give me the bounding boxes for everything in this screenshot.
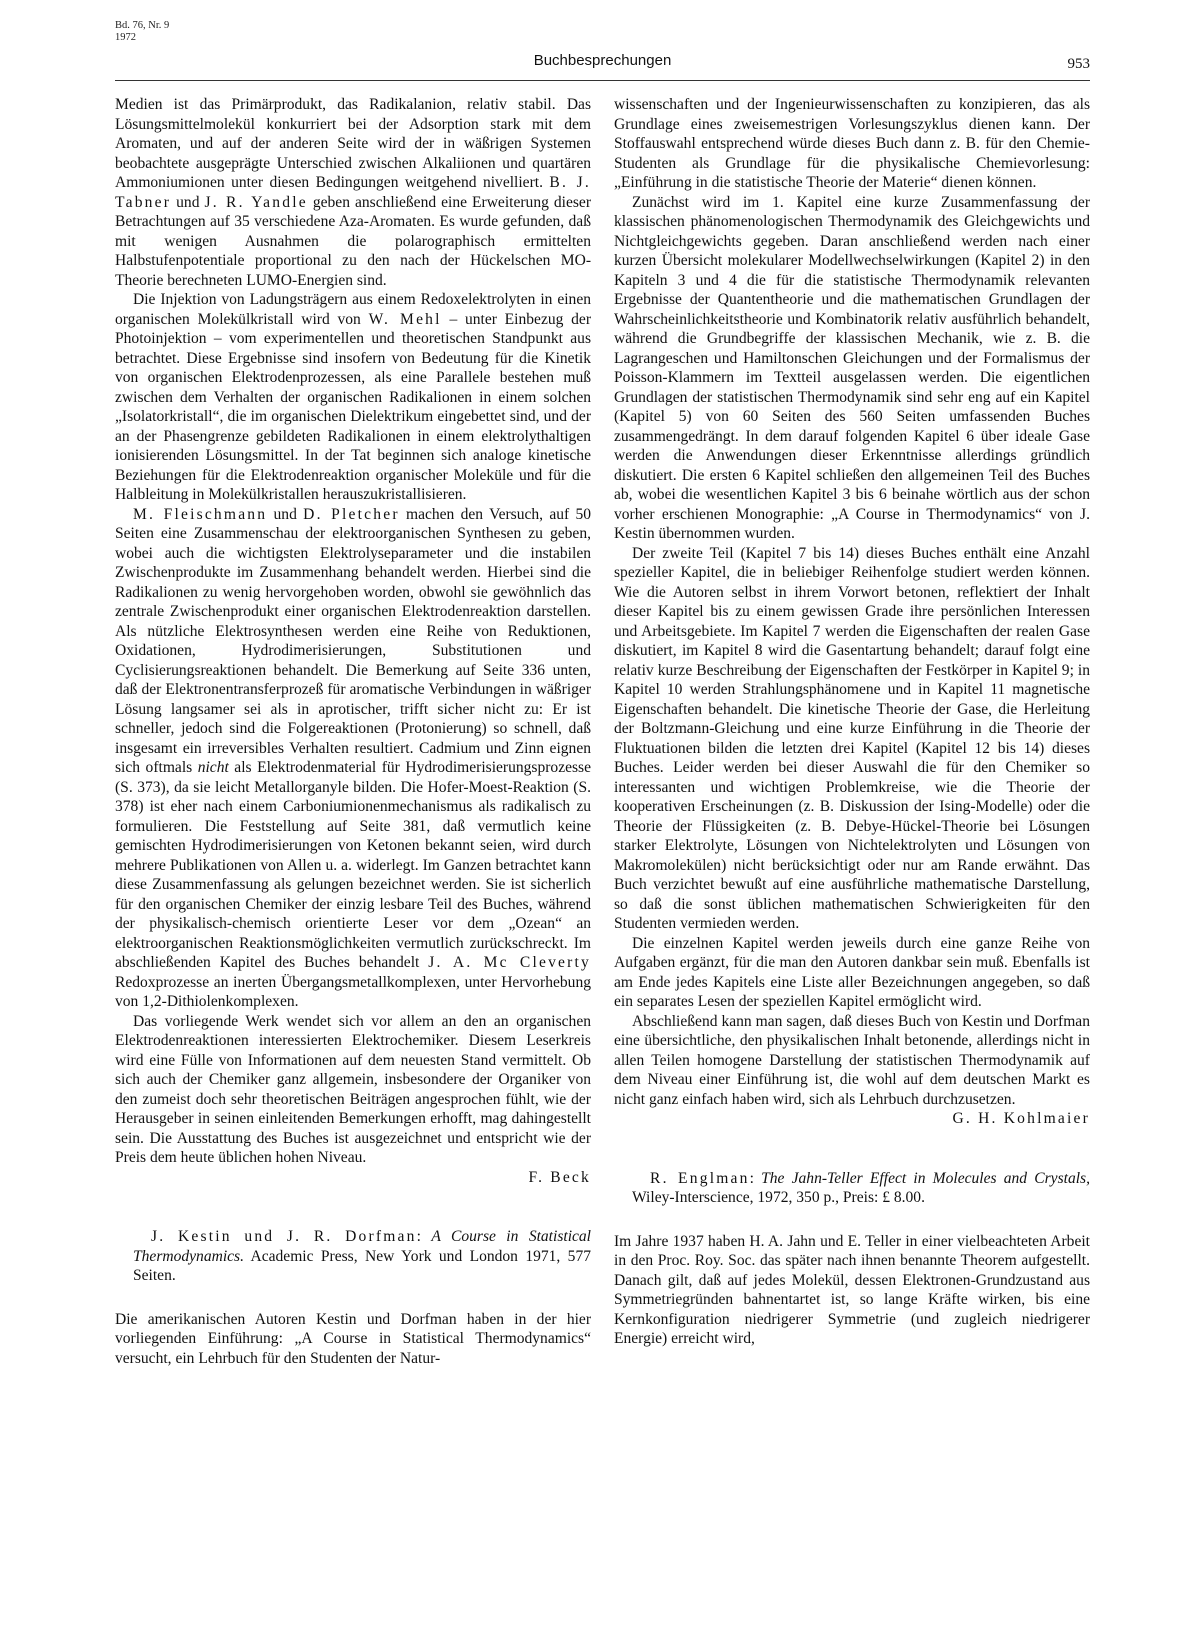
right-paragraph-6: Im Jahre 1937 haben H. A. Jahn und E. Teller in einer vielbeachteten Arbeit in den Proc. Roy. Soc. das später nach ihnen benannte Theorem aufgestellt. Danach gilt, daß auf jedes Molekül, dessen Elektronen-Grundzustand aus Symmetriegründen bahnentartet ist, so lange Kräfte wirken, bis eine Kernkonfiguration niedrigerer Symmetrie (und zugleich niedrigerer Energie) erreicht wird, xyxy=(614,1232,1090,1347)
page-header xyxy=(115,20,1090,84)
left-column xyxy=(115,95,591,1368)
emphasis-text: nicht xyxy=(197,759,229,776)
journal-volume xyxy=(115,20,169,44)
header-rule xyxy=(115,80,1090,81)
book-authors: R. Englman xyxy=(650,1169,750,1187)
author-name: B. J. Tabner xyxy=(115,174,591,211)
right-column xyxy=(614,95,1090,1349)
left-paragraph-2: Die Injektion von Ladungsträgern aus einem Redoxelektrolyten in einen organischen Molekülkristall wird von W. Mehl – unter Einbezug der Photoinjektion – vom experimentellen und theoretischen Standpunkt aus betrachtet. Diese Ergebnisse sind insofern von Bedeutung für die Kinetik von organischen Elektrodenprozessen, als eine Parallele bestehen muß zwischen dem Verhalten der organischen Radikalionen in einem solchen „Isolatorkristall“, die im organischen Dielektrikum eingebettet sind, und der an der Phasengrenze gebildeten Radikalionen in einem elektrolythaltigen ionisierenden Lösungsmittel. In der Tat beginnen sich analoge kinetische Beziehungen für die Elektrodenreaktion organischer Moleküle und für die Halbleitung in Molekülkristallen herauszukristallisieren. xyxy=(115,291,592,503)
left-paragraph-5: Die amerikanischen Autoren Kestin und Dorfman haben in der hier vorliegenden Einführung: „A Course in Statistical Thermodynamics“ versucht, ein Lehrbuch für den Studenten der Natur- xyxy=(115,1310,591,1367)
section-title: Buchbesprechungen xyxy=(533,52,672,69)
book-title: A Course in Statistical Thermodynamics. xyxy=(133,1228,592,1265)
left-paragraph-1: Medien ist das Primärprodukt, das Radikalanion, relativ stabil. Das Lösungsmittelmolekül konkurriert bei der Adsorption stark mit dem Aromaten, und auf der anderen Seite wird der in wäßrigen Systemen beobachtete ausgeprägte Unterschied zwischen Alkaliionen und quartären Ammoniumionen unter diesen Bedingungen weitgehend nivelliert. B. J. Tabner und J. R. Yandle geben anschließend eine Erweiterung dieser Betrachtungen auf 35 verschiedene Aza-Aromaten. Es wurde gefunden, daß mit wenigen Ausnahmen die polarographisch ermittelten Halbstufenpotentiale proportional zu den nach der Hückelschen MO-Theorie berechneten LUMO-Energien sind. xyxy=(115,96,591,289)
reviewer-signature: F. Beck xyxy=(528,1168,591,1186)
right-paragraph-4: Die einzelnen Kapitel werden jeweils durch eine ganze Reihe von Aufgaben ergänzt, für die man den Autoren dankbar sein muß. Ebenfalls ist am Ende jedes Kapitels eine Liste aller Bezeichnungen angegeben, so daß ein separates Lesen der speziellen Kapitel ermöglicht wird. xyxy=(614,934,1090,1010)
book-authors: J. Kestin und J. R. Dorfman xyxy=(151,1228,417,1245)
right-paragraph-5: Abschließend kann man sagen, daß dieses Buch von Kestin und Dorfman eine übersichtliche, den physikalischen Inhalt betonende, allerdings nicht in allen Teilen homogene Darstellung der statistischen Thermodynamik auf dem Niveau einer Einführung ist, die wohl auf dem deutschen Markt es nicht ganz einfach haben wird, sich als Lehrbuch durchzusetzen. xyxy=(614,1012,1090,1108)
right-paragraph-2: Zunächst wird im 1. Kapitel eine kurze Zusammenfassung der klassischen phänomenologischen Thermodynamik des Gleichgewichts und Nichtgleichgewichts gegeben. Daran anschließend werden nach einer kurzen Übersicht molekularer Modellwechselwirkungen (Kapitel 2) in den Kapiteln 3 und 4 die für die statistische Thermodynamik relevanten Ergebnisse der Quantentheorie und die mathematischen Grundlagen der Wahrscheinlichkeitstheorie und Kombinatorik relativ ausführlich behandelt, während die Grundbegriffe der klassischen Mechanik, wie z. B. die Lagrangeschen und Hamiltonschen Gleichungen und der Formalismus der Poisson-Klammern im Textteil ausgelassen werden. Die eigentlichen Grundlagen der statistischen Thermodynamik sind sehr eng auf ein Kapitel (Kapitel 5) von 60 Seiten des 560 Seiten umfassenden Buches zusammengedrängt. In dem darauf folgenden Kapitel 6 über ideale Gase werden die Anwendungen dieser Erkenntnisse allerdings gründlich diskutiert. Die ersten 6 Kapitel schließen den allgemeinen Teil des Buches ab, wobei die wesentlichen Kapitel 3 bis 6 beinahe wörtlich aus der schon vorher erschienen Monographie: „A Course in Thermodynamics“ von J. Kestin übernommen wurden. xyxy=(614,193,1090,542)
book-publisher: Wiley-Interscience, 1972, 350 p., Preis: £ 8.00. xyxy=(632,1189,925,1206)
page-number: 953 xyxy=(1067,56,1090,72)
author-name: D. Pletcher xyxy=(303,505,400,523)
book-title: The Jahn-Teller Effect in Molecules and Crystals, xyxy=(761,1169,1090,1187)
author-name: J. R. Yandle xyxy=(204,193,308,211)
right-paragraph-3: Der zweite Teil (Kapitel 7 bis 14) dieses Buches enthält eine Anzahl spezieller Kapitel, die in beliebiger Reihenfolge studiert werden können. Wie die Autoren selbst in ihrem Vorwort betonen, reflektiert der Inhalt dieser Kapitel bis zu einem gewissen Grade ihre persönlichen Interessen und Arbeitsgebiete. Im Kapitel 7 werden die Eigenschaften der realen Gase diskutiert, im Kapitel 8 wird die Gasentartung behandelt; darauf folgt eine relativ kurze Beschreibung der Eigenschaften der Festkörper in Kapitel 9; in Kapitel 10 werden Strahlungsphänomene und in Kapitel 11 magnetische Eigenschaften behandelt. Die kinetische Theorie der Gase, die Herleitung der Boltzmann-Gleichung und eine kurze Einführung in die Theorie der Fluktuationen bilden die letzten drei Kapitel (Kapitel 12 bis 14) dieses Buches. Leider werden bei dieser Auswahl die für den Chemiker so interessanten und wichtigen Problemkreise, wie die Theorie der kooperativen Erscheinungen (z. B. Diskussion der Ising-Modelle) oder die Theorie der Flüssigkeiten (z. B. Debye-Hückel-Theorie bei Lösungen starker Elektrolyte, Lösungen von Nichtelektrolyten und Lösungen von Makromolekülen) nicht berücksichtigt oder nur am Rande erwähnt. Das Buch verzichtet bewußt auf eine ausführliche mathematische Darstellung, so daß die sonst üblichen mathematischen Schwierigkeiten für den Studenten vermieden werden. xyxy=(614,544,1090,932)
left-paragraph-4: Das vorliegende Werk wendet sich vor allem an den an organischen Elektrodenreaktionen interessierten Elektrochemiker. Diesem Leserkreis wird eine Fülle von Informationen auf dem neuesten Stand vermittelt. Ob sich auch der Chemiker ganz allgemein, insbesondere der Organiker von den zumeist doch sehr theoretischen Beiträgen angesprochen fühlt, wie der Herausgeber in seinen einleitenden Bemerkungen erhofft, mag dahingestellt sein. Die Ausstattung des Buches ist ausgezeichnet und entspricht wie der Preis dem heute üblichen hohen Niveau. xyxy=(115,1012,591,1166)
left-paragraph-3: M. Fleischmann und D. Pletcher machen den Versuch, auf 50 Seiten eine Zusammenschau der elektroorganischen Synthesen zu geben, wobei auch die wichtigsten Elektrolyseparameter und die instabilen Zwischenprodukte im Zusammenhang behandelt werden. Hierbei sind die Radikalionen zu wenig hervorgehoben worden, obwohl sie gewöhnlich das zentrale Zwischenprodukt einer organischen Elektrodenreaktion darstellen. Als nützliche Elektrosynthesen werden eine Reihe von Reduktionen, Oxidationen, Hydrodimerisierungen, Substitutionen und Cyclisierungsreaktionen behandelt. Die Bemerkung auf Seite 336 unten, daß der Elektronentransferprozeß für aromatische Verbindungen in wäßriger Lösung langsamer sei als in aprotischer, trifft sicher nicht zu: Er ist schneller, jedoch sind die Folgereaktionen (Protonierung) so schnell, daß insgesamt ein irreversibles Verhalten resultiert. Cadmium und Zinn eignen sich oftmals nicht als Elektrodenmaterial für Hydrodimerisierungsprozesse (S. 373), da sie leicht Metallorganyle bilden. Die Hofer-Moest-Reaktion (S. 378) ist eher nach einem Carboniumionenmechanismus als radikalisch zu formulieren. Die Feststellung auf Seite 381, daß vermutlich keine gemischten Hydrodimerisierungen von Ketonen bekannt seien, wird durch mehrere Publikationen von Allen u. a. widerlegt. Im Ganzen betrachtet kann diese Zusammenfassung als gelungen bezeichnet werden. Sie ist sicherlich für den organischen Chemiker der einzig lesbare Teil des Buches, während der physikalisch-chemisch orientierte Leser vor dem „Ozean“ an elektroorganischen Reaktionsmöglichkeiten vermutlich zurückschreckt. Im abschließenden Kapitel des Buches behandelt J. A. Mc Cleverty Redoxprozesse an inerten Übergangsmetallkomplexen, unter Hervorhebung von 1,2-Dithiolenkomplexen. xyxy=(115,505,592,1010)
book-review-heading: J. Kestin und J. R. Dorfman: A Course in Statistical Thermodynamics. Academic Press, New York und London 1971, 577 Seiten. xyxy=(133,1228,592,1284)
author-name: J. A. Mc Cleverty xyxy=(428,954,592,971)
right-paragraph-1: wissenschaften und der Ingenieurwissenschaften zu konzipieren, das als Grundlage eines zweisemestrigen Vorlesungszyklus dienen kann. Der Stoffauswahl entsprechend würde dieses Buch dann z. B. für den Chemie-Studenten als Grundlage für die physikalische Chemievorlesung: „Einführung in die statistische Theorie der Materie“ dienen können. xyxy=(614,96,1090,191)
volume-number: Bd. 76, Nr. 9 xyxy=(115,20,170,31)
book-publisher: Academic Press, New York und London 1971, 577 Seiten. xyxy=(133,1247,591,1284)
volume-year: 1972 xyxy=(115,32,136,43)
author-name: M. Fleischmann xyxy=(133,505,268,523)
author-name: W. Mehl xyxy=(368,310,442,328)
reviewer-signature: G. H. Kohlmaier xyxy=(952,1110,1090,1127)
book-review-heading: R. Englman: The Jahn-Teller Effect in Molecules and Crystals, Wiley-Interscience, 1972, 350 p., Preis: £ 8.00. xyxy=(632,1169,1090,1206)
